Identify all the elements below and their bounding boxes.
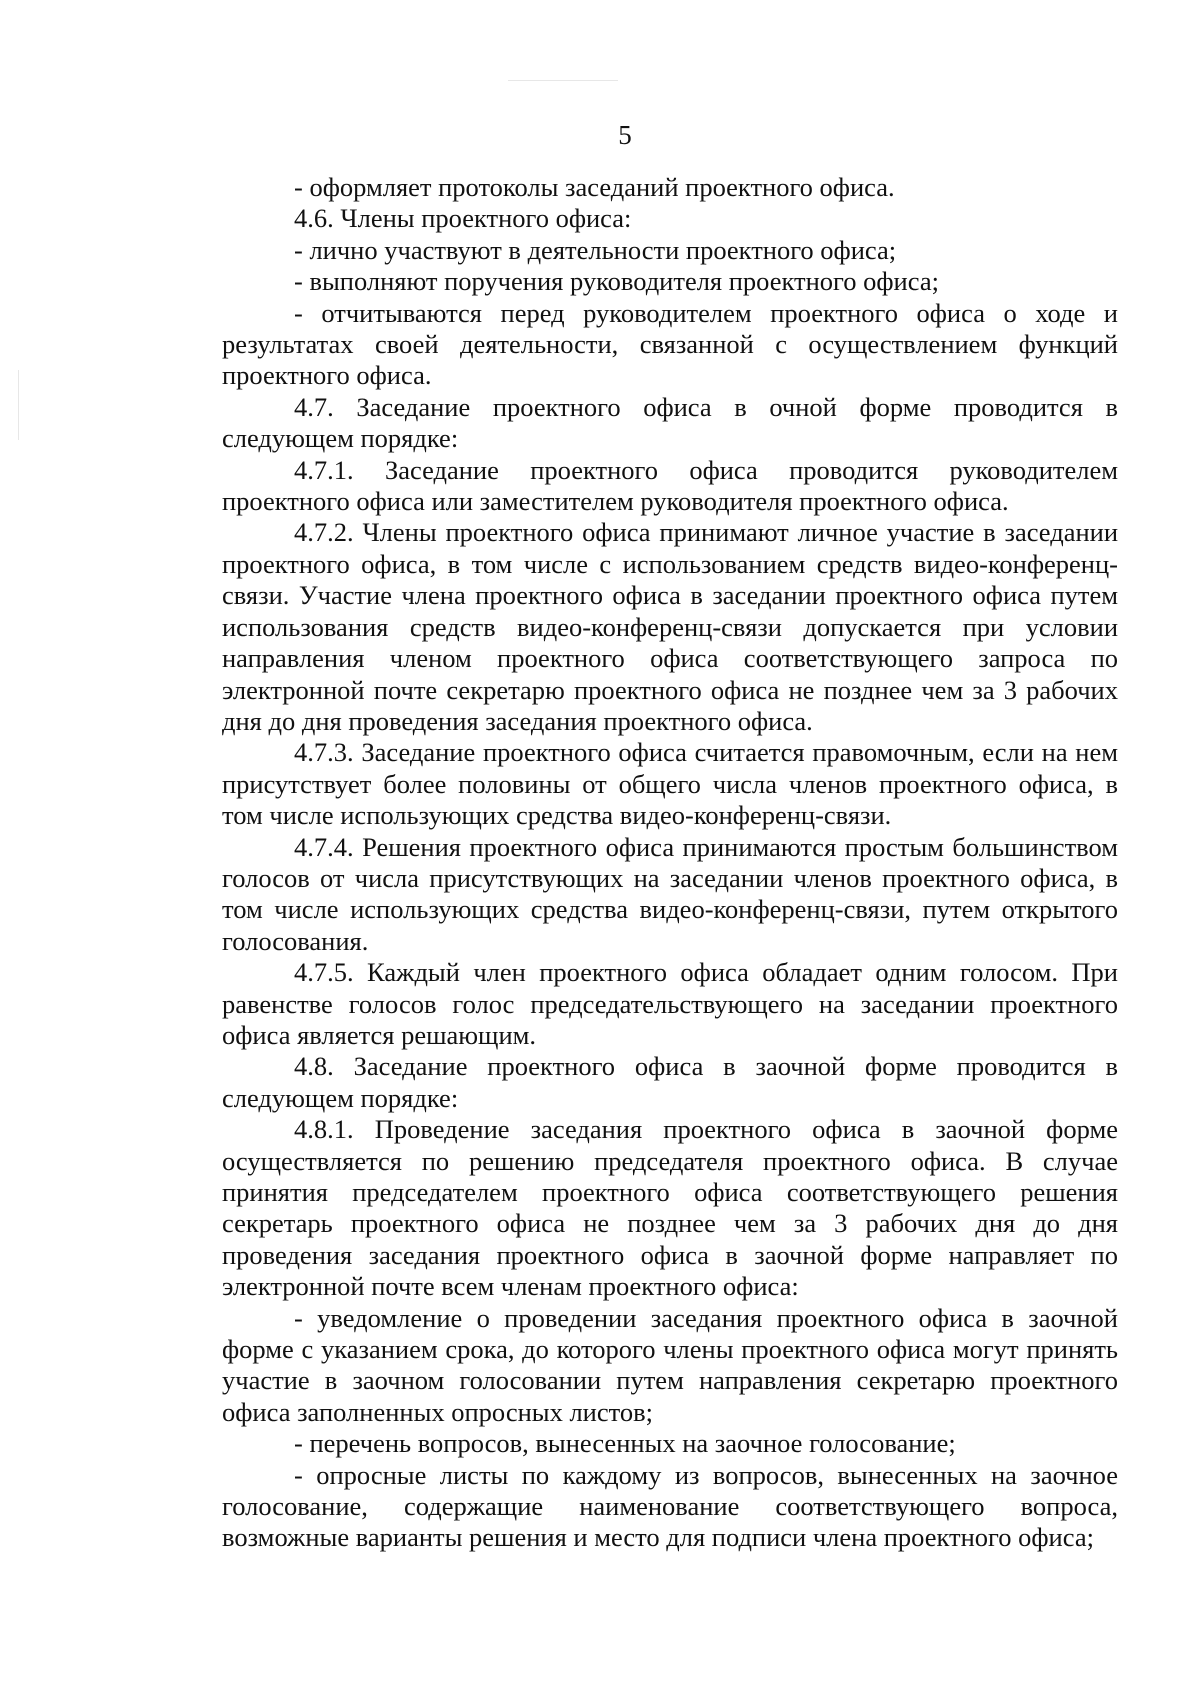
paragraph: - перечень вопросов, вынесенных на заочное голосование; <box>294 1428 956 1459</box>
paragraph: 4.7.5. Каждый член проектного офиса обладает одним голосом. При равенстве голосов голос председательствующего на заседании проектного офиса является решающим. <box>222 957 1118 1050</box>
scan-artifact <box>18 370 19 440</box>
paragraph: 4.7.4. Решения проектного офиса принимаются простым большинством голосов от числа присутствующих на заседании членов проектного офиса, в том числе использующих средства видео-конференц-связи, путем открытого голосования. <box>222 831 1118 956</box>
paragraph: 4.8.1. Проведение заседания проектного офиса в заочной форме осуществляется по решению председателя проектного офиса. В случае принятия председателем проектного офиса соответствующего решения секретарь проектного офиса не позднее чем за 3 рабочих дня до дня проведения заседания проектного офиса в заочной форме направляет по электронной почте всем членам проектного офиса: <box>222 1114 1118 1302</box>
paragraph: 4.7.2. Члены проектного офиса принимают личное участие в заседании проектного офиса, в том числе с использованием средств видео-конференц-связи. Участие члена проектного офиса в заседании проектного офиса путем использования средств видео-конференц-связи допускается при условии направления членом проектного офиса соответствующего запроса по электронной почте секретарю проектного офиса не позднее чем за 3 рабочих дня до дня проведения заседания проектного офиса. <box>222 517 1118 736</box>
paragraph: 4.7.3. Заседание проектного офиса считается правомочным, если на нем присутствует более половины от общего числа членов проектного офиса, в том числе использующих средства видео-конференц-связи. <box>222 737 1118 831</box>
scan-artifact <box>508 80 618 81</box>
paragraph: 4.8. Заседание проектного офиса в заочной форме проводится в следующем порядке: <box>222 1051 1118 1113</box>
paragraph: - лично участвуют в деятельности проектного офиса; <box>294 234 897 265</box>
paragraph: - опросные листы по каждому из вопросов, вынесенных на заочное голосование, содержащие наименование соответствующего вопроса, возможные варианты решения и место для подписи члена проектного офиса; <box>222 1459 1118 1553</box>
paragraph: - оформляет протоколы заседаний проектного офиса. <box>294 172 895 202</box>
page-number: 5 <box>618 120 632 150</box>
paragraph: 4.7. Заседание проектного офиса в очной форме проводится в следующем порядке: <box>222 391 1118 454</box>
paragraph: 4.7.1. Заседание проектного офиса проводится руководителем проектного офиса или заместителем руководителя проектного офиса. <box>222 454 1118 517</box>
paragraph: - уведомление о проведении заседания проектного офиса в заочной форме с указанием срока, до которого члены проектного офиса могут принять участие в заочном голосовании путем направления секретарю проектного офиса заполненных опросных листов; <box>222 1302 1118 1427</box>
paragraph: 4.6. Члены проектного офиса: <box>294 203 632 234</box>
paragraph: - отчитываются перед руководителем проектного офиса о ходе и результатах своей деятельности, связанной с осуществлением функций проектного офиса. <box>222 297 1118 391</box>
document-body <box>222 172 1118 1554</box>
paragraph: - выполняют поручения руководителя проектного офиса; <box>294 266 939 297</box>
